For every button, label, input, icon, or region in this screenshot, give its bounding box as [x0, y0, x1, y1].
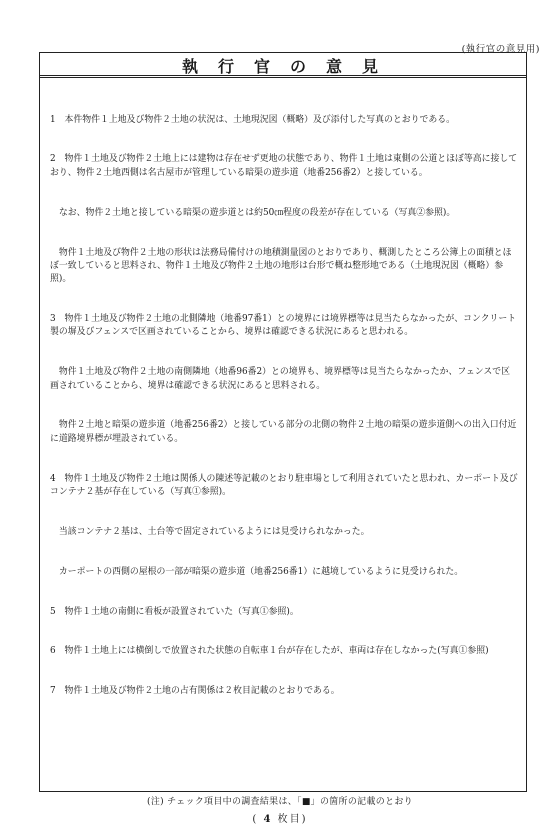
title-char: 官 [253, 56, 276, 76]
opinion-item-4-container: 当該コンテナ２基は、土台等で固定されているようには見受けられなかった。 [50, 526, 370, 537]
opinion-item-3-marker: 物件２土地と暗渠の遊歩道（地番256番2）と接している部分の北側の物件２土地の暗渠の遊歩道側への出入口付近に道路境界標が埋設されている。 [50, 420, 517, 444]
opinion-item-5: 5 物件１土地の南側に看板が設置されていた（写真①参照)。 [50, 606, 299, 617]
opinion-item-3: 3 物件１土地及び物件２土地の北側隣地（地番97番1）との境界には境界標等は見当たらなかったが、コンクリート製の塀及びフェンスで区画されていることから、境界は確認できる状況にあると思われる。 [50, 314, 517, 338]
page-suffix: 枚目) [277, 814, 308, 825]
form-type-label: (執行官の意見用) [461, 44, 540, 55]
page-number-value: 4 [263, 814, 273, 825]
opinion-item-1: 1 本件物件１上地及び物件２土地の状況は、土地現況図（概略）及び添付した写真のとおりである。 [50, 114, 456, 125]
opinion-item-4-carport: カーポートの西側の屋根の一部が暗渠の遊歩道（地番256番1）に越境しているように見受けられた。 [50, 566, 464, 577]
opinion-item-4: 4 物件１土地及び物件２土地は関係人の陳述等記載のとおり駐車場として利用されていたと思われ、カーポート及びコンテナ２基が存在している（写真①参照)。 [50, 473, 518, 497]
title-char: 執 [181, 56, 204, 76]
title-char: 行 [217, 56, 240, 76]
title-char: 意 [326, 56, 349, 76]
page-number [0, 810, 560, 825]
title-divider [40, 75, 526, 76]
opinion-item-2-note: なお、物件２土地と接している暗渠の遊歩道とは約50㎝程度の段差が存在している（写真②参照)。 [50, 207, 456, 218]
opinion-body [50, 87, 518, 725]
opinion-item-2-shape: 物件１土地及び物件２土地の形状は法務局備付けの地積測量図のとおりであり、概測したところ公簿上の面積とほぼ一致していると思料され、物件１土地及び物件２土地の地形は台形で概ね整形地である（土地現況図（概略）参照)。 [50, 247, 512, 285]
opinion-item-2: 2 物件１土地及び物件２土地上には建物は存在せず更地の状態であり、物件１土地は東側の公道とほぼ等高に接しており、物件２土地西側は名古屋市が管理している暗渠の遊歩道（地番256番2）と接している。 [50, 154, 518, 178]
opinion-frame [39, 52, 527, 792]
page-title [182, 54, 384, 77]
title-char: 見 [362, 56, 385, 76]
opinion-item-3-south: 物件１土地及び物件２土地の南側隣地（地番96番2）との境界も、境界標等は見当たらなかったか、フェンスで区画されていることから、境界は確認できる状況にあると思料される。 [50, 367, 510, 391]
opinion-item-6: 6 物件１土地上には横倒しで放置された状態の自転車１台が存在したが、車両は存在しなかった(写真①参照) [50, 646, 489, 657]
footer-note: (注) チェック項目中の調査結果は、「■」の箇所の記載のとおり [147, 797, 413, 807]
opinion-item-7: 7 物件１土地及び物件２土地の占有関係は２枚目記載のとおりである。 [50, 686, 340, 697]
title-char: の [290, 56, 313, 76]
page-prefix: ( [252, 814, 259, 825]
